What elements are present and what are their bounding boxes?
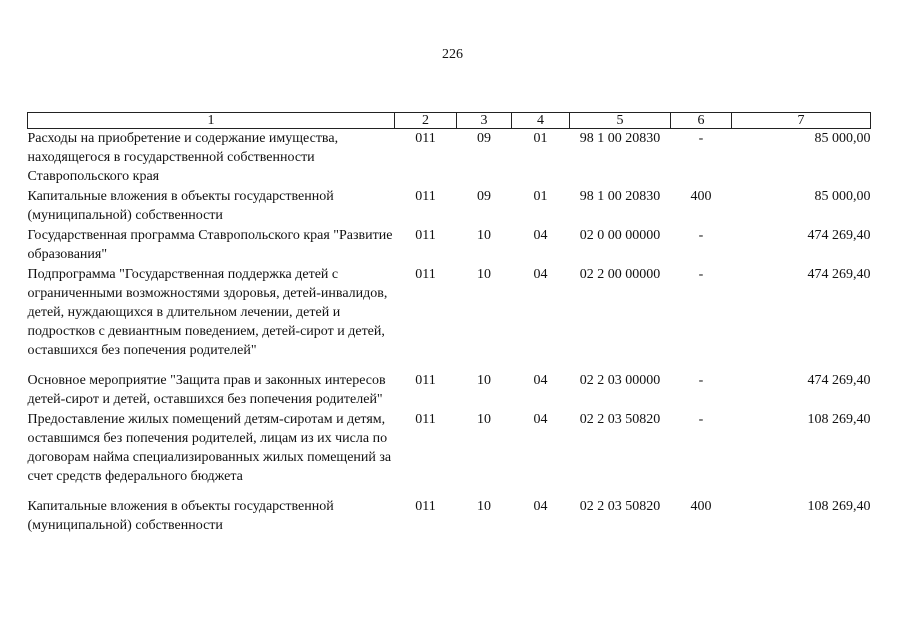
row-name: Капитальные вложения в объекты государственной (муниципальной) собственности [27,189,334,223]
row-code-5: 98 1 00 20830 [579,189,661,204]
column-header-6: 6 [671,113,732,129]
row-amount: 85 000,00 [814,189,871,204]
column-header-5: 5 [570,113,671,129]
row-code-4: 04 [533,412,548,427]
column-header-2: 2 [395,113,457,129]
page-number: 226 [442,47,463,62]
row-code-5: 02 2 03 50820 [579,499,661,514]
row-code-4: 04 [533,373,548,388]
row-code-4: 01 [533,131,548,146]
row-code-6: - [698,267,704,282]
row-name: Государственная программа Ставропольского края "Развитие образования" [27,228,393,262]
column-number-header-row [28,113,871,129]
row-code-5: 02 0 00 00000 [579,228,661,243]
row-code-4: 04 [533,228,548,243]
row-code-5: 98 1 00 20830 [579,131,661,146]
row-code-2: 011 [415,373,436,388]
row-code-2: 011 [415,189,436,204]
column-header-7: 7 [732,113,871,129]
row-code-3: 10 [477,267,491,282]
row-amount: 108 269,40 [807,412,871,427]
table-row [28,187,871,226]
row-code-3: 10 [477,228,491,243]
table-row [28,226,871,265]
row-code-6: 400 [690,499,712,514]
row-code-4: 04 [533,267,548,282]
row-code-5: 02 2 00 00000 [579,267,661,282]
budget-table [27,112,871,536]
row-name: Расходы на приобретение и содержание имущества, находящегося в государственной собственности Ставропольского края [27,131,339,184]
row-code-5: 02 2 03 50820 [579,412,661,427]
row-amount: 108 269,40 [807,499,871,514]
row-code-3: 09 [477,131,491,146]
row-code-3: 10 [477,373,491,388]
row-amount: 474 269,40 [807,267,871,282]
column-header-4: 4 [512,113,570,129]
table-row [28,497,871,536]
row-code-2: 011 [415,131,436,146]
row-name: Капитальные вложения в объекты государственной (муниципальной) собственности [27,499,334,533]
row-code-2: 011 [415,267,436,282]
table-row [28,265,871,371]
row-name: Предоставление жилых помещений детям-сиротам и детям, оставшимся без попечения родителей, лицам из их числа по договорам найма специализированных жилых помещений за счет средств федерального бюджета [27,412,392,484]
row-name: Подпрограмма "Государственная поддержка детей с ограниченными возможностями здоровья, детей-инвалидов, детей, нуждающихся в длительном лечении, детей и подростков с девиантным поведением, детей-сирот и детей, оставшихся без попечения родителей" [27,267,388,358]
column-header-3: 3 [457,113,512,129]
row-code-4: 04 [533,499,548,514]
row-amount: 474 269,40 [807,373,871,388]
row-code-6: 400 [690,189,712,204]
column-header-1: 1 [28,113,395,129]
row-code-5: 02 2 03 00000 [579,373,661,388]
row-code-2: 011 [415,228,436,243]
row-code-6: - [698,228,704,243]
table-row [28,129,871,188]
table-row [28,371,871,410]
table-row [28,410,871,497]
row-code-4: 01 [533,189,548,204]
row-amount: 474 269,40 [807,228,871,243]
row-code-6: - [698,131,704,146]
row-code-2: 011 [415,499,436,514]
row-code-2: 011 [415,412,436,427]
row-amount: 85 000,00 [814,131,871,146]
row-code-6: - [698,412,704,427]
row-name: Основное мероприятие "Защита прав и законных интересов детей-сирот и детей, оставшихся без попечения родителей" [27,373,386,407]
row-code-3: 10 [477,412,491,427]
row-code-3: 09 [477,189,491,204]
row-code-3: 10 [477,499,491,514]
row-code-6: - [698,373,704,388]
